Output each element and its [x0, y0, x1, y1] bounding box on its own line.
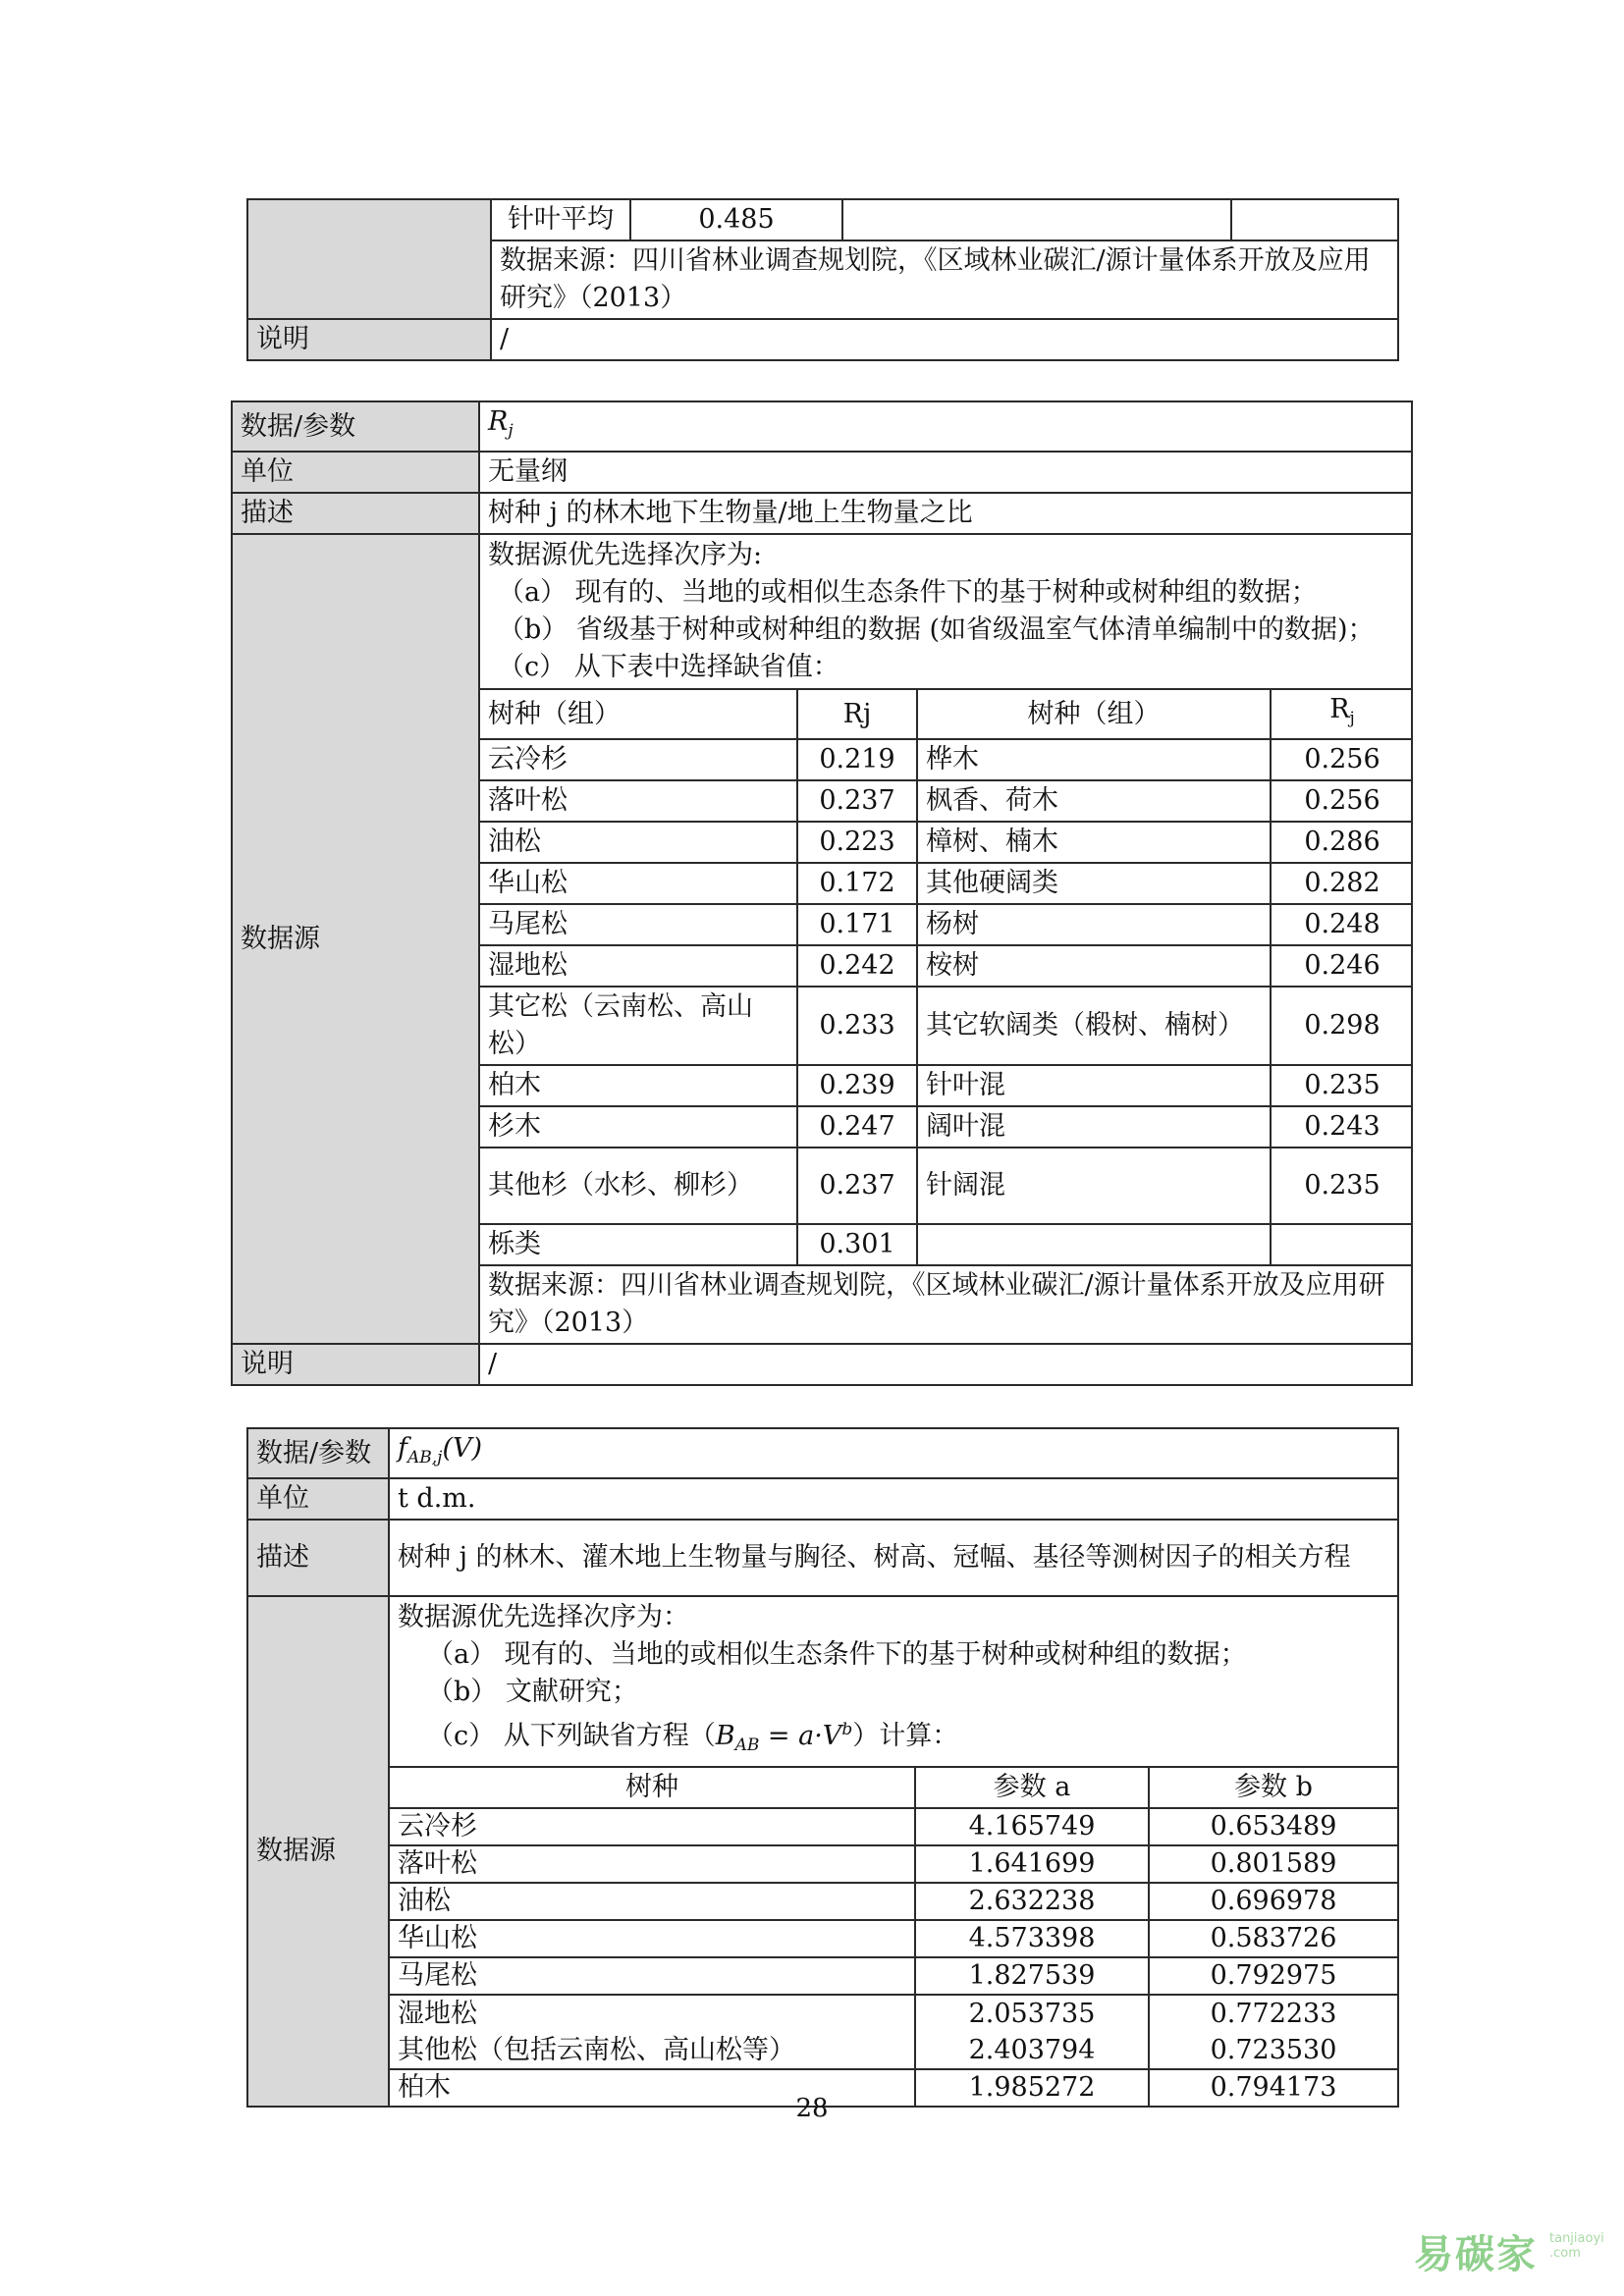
species-cell: 湿地松: [479, 945, 797, 987]
rj-value-cell: 0.247: [797, 1106, 917, 1148]
rj-value-cell: [1271, 1224, 1412, 1265]
unit-value: t d.m.: [389, 1478, 1398, 1520]
param-a-cell: 4.573398: [915, 1920, 1149, 1957]
note-label: 说明: [232, 1344, 479, 1385]
table-row: [389, 1808, 1398, 1845]
logo-site: tanjiaoyi .com: [1549, 2231, 1604, 2261]
unit-label: 单位: [247, 1478, 389, 1520]
param-value: $R_j$: [479, 401, 1412, 452]
empty-cell: [1231, 199, 1398, 240]
species-cell: 马尾松: [389, 1957, 915, 1995]
param-a-cell: 2.632238: [915, 1883, 1149, 1920]
rj-default-table: [479, 688, 1412, 1344]
species-cell: 枫香、荷木: [917, 780, 1271, 822]
rj-value-cell: 0.246: [1271, 945, 1412, 987]
param-value: $f_{AB,j}(V)$: [389, 1428, 1398, 1478]
rj-value-cell: 0.172: [797, 863, 917, 904]
table-row: [479, 780, 1412, 822]
rj-value-cell: 0.286: [1271, 822, 1412, 863]
desc-label: 描述: [232, 493, 479, 534]
table-top-continuation: [246, 198, 1399, 361]
table-fab: [246, 1427, 1399, 2108]
table-row: [389, 2032, 1398, 2069]
rj-source-text: 数据来源：四川省林业调查规划院，《区域林业碳汇/源计量体系开放及应用研究》（2013）: [479, 1265, 1412, 1344]
source-content: [389, 1596, 1398, 2107]
param-a-cell: 1.827539: [915, 1957, 1149, 1995]
table-row: [479, 904, 1412, 945]
species-cell: 针叶混: [917, 1065, 1271, 1106]
table-row: [479, 987, 1412, 1065]
col-rj-header: $R_j$: [1271, 689, 1412, 739]
rj-value-cell: 0.235: [1271, 1148, 1412, 1224]
table-row: [479, 822, 1412, 863]
col-species-header: 树种: [389, 1767, 915, 1808]
param-label: 数据/参数: [247, 1428, 389, 1478]
rj-value-cell: 0.233: [797, 987, 917, 1065]
table-row: [479, 945, 1412, 987]
col-b-header: 参数 b: [1149, 1767, 1398, 1808]
param-a-cell: 2.403794: [915, 2032, 1149, 2069]
desc-value: 树种 j 的林木、灌木地上生物量与胸径、树高、冠幅、基径等测树因子的相关方程: [389, 1520, 1398, 1596]
species-cell: 桉树: [917, 945, 1271, 987]
species-cell: 其它松（云南松、高山松）: [479, 987, 797, 1065]
species-cell: 栎类: [479, 1224, 797, 1265]
priority-a: （a） 现有的、当地的或相似生态条件下的基于树种或树种组的数据；: [498, 577, 1318, 608]
species-cell: 樟树、楠木: [917, 822, 1271, 863]
rj-value-cell: 0.243: [1271, 1106, 1412, 1148]
species-cell: 华山松: [389, 1920, 915, 1957]
note-label: 说明: [247, 319, 491, 360]
table-rj: [231, 400, 1413, 1386]
note-value: /: [479, 1344, 1412, 1385]
desc-label: 描述: [247, 1520, 389, 1596]
param-a-cell: 4.165749: [915, 1808, 1149, 1845]
logo-brand: 易碳家: [1414, 2232, 1538, 2277]
desc-value: 树种 j 的林木地下生物量/地上生物量之比: [479, 493, 1412, 534]
site-logo: [1414, 2223, 1610, 2282]
param-a-cell: 1.641699: [915, 1845, 1149, 1883]
priority-a: （a） 现有的、当地的或相似生态条件下的基于树种或树种组的数据；: [427, 1639, 1247, 1670]
param-b-cell: 0.794173: [1149, 2069, 1398, 2107]
table-row: [479, 1148, 1412, 1224]
table-row: [479, 863, 1412, 904]
species-cell: 云冷杉: [389, 1808, 915, 1845]
species-cell: 云冷杉: [479, 739, 797, 780]
param-b-cell: 0.801589: [1149, 1845, 1398, 1883]
source-label: 数据源: [247, 1596, 389, 2107]
col-rj-header: Rj: [797, 689, 917, 739]
param-b-cell: 0.653489: [1149, 1808, 1398, 1845]
table-row: [389, 1920, 1398, 1957]
col-species-header: 树种（组）: [479, 689, 797, 739]
rj-value-cell: 0.256: [1271, 739, 1412, 780]
table-row: [479, 1224, 1412, 1265]
rj-value-cell: 0.235: [1271, 1065, 1412, 1106]
species-cell: 柏木: [479, 1065, 797, 1106]
rj-value-cell: 0.301: [797, 1224, 917, 1265]
rj-value-cell: 0.256: [1271, 780, 1412, 822]
priority-intro: 数据源优先选择次序为:: [488, 540, 763, 570]
rj-value-cell: 0.282: [1271, 863, 1412, 904]
priority-c: （c） 从下表中选择缺省值：: [498, 652, 839, 682]
species-cell: 油松: [389, 1883, 915, 1920]
table-row: [479, 1106, 1412, 1148]
table-row: [389, 1957, 1398, 1995]
species-cell: 马尾松: [479, 904, 797, 945]
avg-value: 0.485: [630, 199, 842, 240]
table-row: [479, 739, 1412, 780]
empty-cell: [842, 199, 1231, 240]
table-row: [389, 1845, 1398, 1883]
table-row: [479, 1065, 1412, 1106]
species-cell: 阔叶混: [917, 1106, 1271, 1148]
species-cell: 其他松（包括云南松、高山松等）: [389, 2032, 915, 2069]
species-cell: 针阔混: [917, 1148, 1271, 1224]
species-cell: [917, 1224, 1271, 1265]
species-cell: 其它软阔类（椴树、楠树）: [917, 987, 1271, 1065]
rj-value-cell: 0.242: [797, 945, 917, 987]
species-cell: 其他杉（水杉、柳杉）: [479, 1148, 797, 1224]
unit-value: 无量纲: [479, 452, 1412, 493]
table-row: [389, 1995, 1398, 2032]
species-cell: 其他硬阔类: [917, 863, 1271, 904]
species-cell: 湿地松: [389, 1995, 915, 2032]
param-label: 数据/参数: [232, 401, 479, 452]
rj-value-cell: 0.171: [797, 904, 917, 945]
species-cell: 杉木: [479, 1106, 797, 1148]
fab-default-table: [389, 1766, 1398, 2107]
rj-value-cell: 0.237: [797, 1148, 917, 1224]
param-b-cell: 0.772233: [1149, 1995, 1398, 2032]
species-cell: 柏木: [389, 2069, 915, 2107]
species-cell: 杨树: [917, 904, 1271, 945]
unit-label: 单位: [232, 452, 479, 493]
species-cell: 落叶松: [479, 780, 797, 822]
col-a-header: 参数 a: [915, 1767, 1149, 1808]
priority-c: （c） 从下列缺省方程$(B_{AB} = a\cdot V^b)$计算：: [427, 1720, 959, 1755]
rj-value-cell: 0.219: [797, 739, 917, 780]
param-b-cell: 0.696978: [1149, 1883, 1398, 1920]
note-value: /: [491, 319, 1398, 360]
rj-value-cell: 0.248: [1271, 904, 1412, 945]
species-cell: 桦木: [917, 739, 1271, 780]
rj-value-cell: 0.237: [797, 780, 917, 822]
param-b-cell: 0.792975: [1149, 1957, 1398, 1995]
species-cell: 油松: [479, 822, 797, 863]
rj-value-cell: 0.239: [797, 1065, 917, 1106]
avg-label: 针叶平均: [491, 199, 630, 240]
param-a-cell: 1.985272: [915, 2069, 1149, 2107]
shaded-label-cell: [247, 199, 491, 319]
priority-intro: 数据源优先选择次序为：: [398, 1602, 689, 1632]
species-cell: 落叶松: [389, 1845, 915, 1883]
species-cell: 华山松: [479, 863, 797, 904]
priority-b: （b） 省级基于树种或树种组的数据 (如省级温室气体清单编制中的数据)；: [498, 614, 1375, 645]
rj-value-cell: 0.223: [797, 822, 917, 863]
source-label: 数据源: [232, 534, 479, 1344]
param-a-cell: 2.053735: [915, 1995, 1149, 2032]
param-b-cell: 0.723530: [1149, 2032, 1398, 2069]
param-b-cell: 0.583726: [1149, 1920, 1398, 1957]
source-text: 数据来源：四川省林业调查规划院，《区域林业碳汇/源计量体系开放及应用研究》（2013）: [491, 240, 1398, 319]
source-content: [479, 534, 1412, 1344]
rj-value-cell: 0.298: [1271, 987, 1412, 1065]
col-species-header: 树种（组）: [917, 689, 1271, 739]
page-number: 28: [795, 2094, 829, 2123]
priority-b: （b） 文献研究；: [427, 1677, 638, 1707]
table-row: [389, 1883, 1398, 1920]
